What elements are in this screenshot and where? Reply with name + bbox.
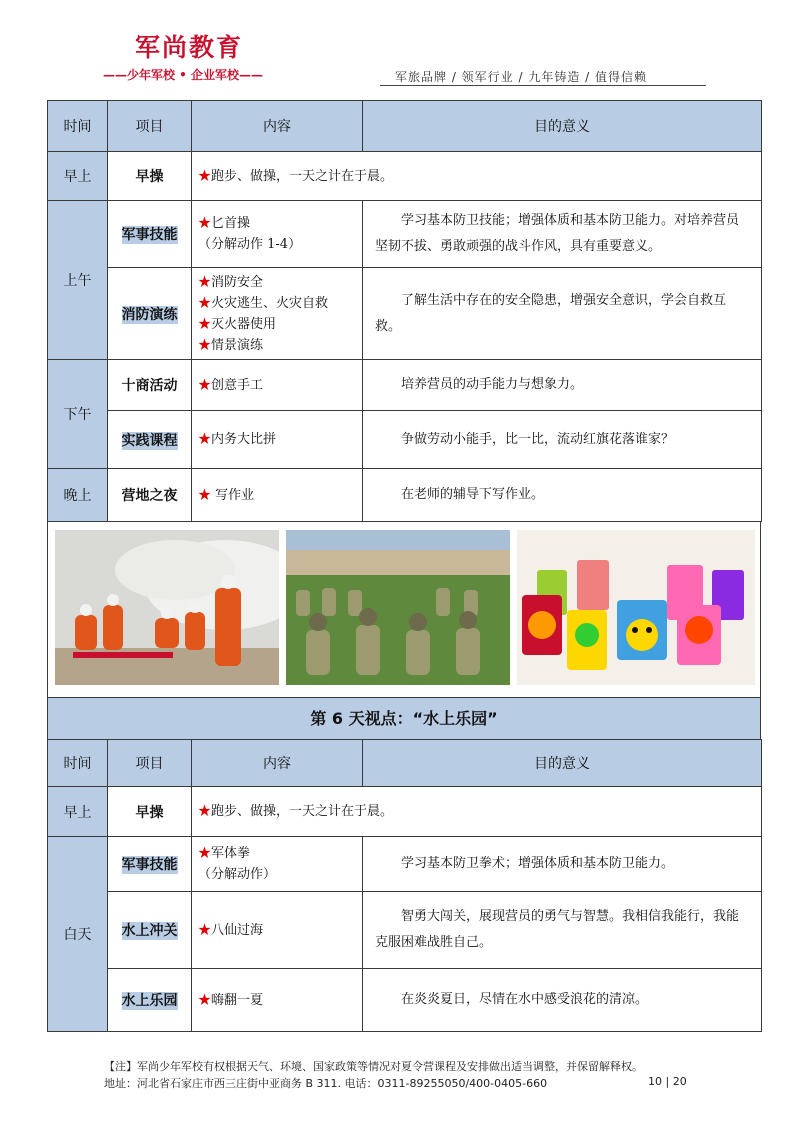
time-cell: 早上 [48,787,108,837]
column-header-content: 内容 [192,740,363,787]
item-cell: 实践课程 [108,411,192,469]
day5-schedule-table [47,100,762,522]
table-row [48,837,762,892]
item-cell: 水上冲关 [108,892,192,969]
page-number: 10 | 20 [648,1075,687,1088]
item-cell: 军事技能 [108,837,192,892]
star-icon: ★ [198,992,212,1008]
star-icon: ★ [198,168,212,184]
header-divider [380,85,706,86]
footer-address: 地址：河北省石家庄市西三庄街中亚商务 B 311. 电话：0311-89255050/400-0405-660 [104,1077,548,1090]
table-row [48,152,762,201]
purpose-cell: 在老师的辅导下写作业。 [363,469,762,522]
time-cell: 晚上 [48,469,108,522]
star-icon: ★ [198,846,212,861]
brand-logo-text: 军尚教育 [135,33,244,62]
military-drill-photo [286,530,510,685]
star-icon: ★ [198,274,212,290]
content-cell: ★内务大比拼 [192,411,363,469]
star-icon: ★ [198,432,212,447]
table-row [48,969,762,1032]
purpose-cell: 学习基本防卫技能；增强体质和基本防卫能力。对培养营员坚韧不拔、勇敢顽强的战斗作风，具有重要意义。 [363,201,762,268]
column-header-time: 时间 [48,740,108,787]
item-cell: 十商活动 [108,360,192,411]
star-icon: ★ [198,216,212,231]
star-icon: ★ [198,295,212,311]
star-icon: ★ [198,377,212,393]
content-cell: ★八仙过海 [192,892,363,969]
table-row [48,787,762,837]
item-cell: 消防演练 [108,268,192,360]
star-icon: ★ [198,922,212,938]
content-cell: ★嗨翻一夏 [192,969,363,1032]
column-header-time: 时间 [48,101,108,152]
time-cell: 早上 [48,152,108,201]
table-row [48,892,762,969]
purpose-cell: 在炎炎夏日，尽情在水中感受浪花的清凉。 [363,969,762,1032]
table-row [48,268,762,360]
brand-subtitle: ——少年军校 • 企业军校—— [103,68,264,82]
content-cell: ★创意手工 [192,360,363,411]
photo-strip [47,521,761,697]
purpose-cell: 了解生活中存在的安全隐患，增强安全意识，学会自救互救。 [363,268,762,360]
purpose-cell: 争做劳动小能手，比一比，流动红旗花落谁家？ [363,411,762,469]
handcraft-photo [517,530,755,685]
purpose-cell: 学习基本防卫拳术；增强体质和基本防卫能力。 [363,837,762,892]
time-cell: 白天 [48,837,108,1032]
item-cell: 早操 [108,787,192,837]
content-cell: ★跑步、做操，一天之计在于晨。 [192,787,762,837]
content-cell: ★跑步、做操，一天之计在于晨。 [192,152,762,201]
content-cell: ★军体拳 （分解动作） [192,837,363,892]
purpose-cell: 培养营员的动手能力与想象力。 [363,360,762,411]
day6-schedule-table [47,739,762,1032]
column-header-item: 项目 [108,740,192,787]
column-header-content: 内容 [192,101,363,152]
item-cell: 水上乐园 [108,969,192,1032]
column-header-item: 项目 [108,101,192,152]
table-row [48,469,762,522]
star-icon: ★ [198,804,212,819]
item-cell: 军事技能 [108,201,192,268]
table-row [48,360,762,411]
column-header-purpose: 目的意义 [363,101,762,152]
footer-note: 【注】军尚少年军校有权根据天气、环境、国家政策等情况对夏令营课程及安排做出适当调整，并保留解释权。 [104,1060,643,1073]
day6-title: 第 6 天视点：“水上乐园” [47,697,761,740]
time-cell: 下午 [48,360,108,469]
fire-drill-photo [55,530,279,685]
item-cell: 营地之夜 [108,469,192,522]
purpose-cell: 智勇大闯关，展现营员的勇气与智慧。我相信我能行，我能克服困难战胜自己。 [363,892,762,969]
time-cell: 上午 [48,201,108,360]
content-cell: ★消防安全 ★火灾逃生、火灾自救 ★灭火器使用 ★情景演练 [192,268,363,360]
star-icon: ★ [198,337,212,353]
star-icon: ★ [198,487,212,503]
table-row [48,201,762,268]
column-header-purpose: 目的意义 [363,740,762,787]
star-icon: ★ [198,316,212,332]
header-slogan: 军旅品牌 / 领军行业 / 九年铸造 / 值得信赖 [395,70,648,84]
content-cell: ★匕首操 （分解动作 1-4） [192,201,363,268]
table-row [48,411,762,469]
content-cell: ★ 写作业 [192,469,363,522]
item-cell: 早操 [108,152,192,201]
